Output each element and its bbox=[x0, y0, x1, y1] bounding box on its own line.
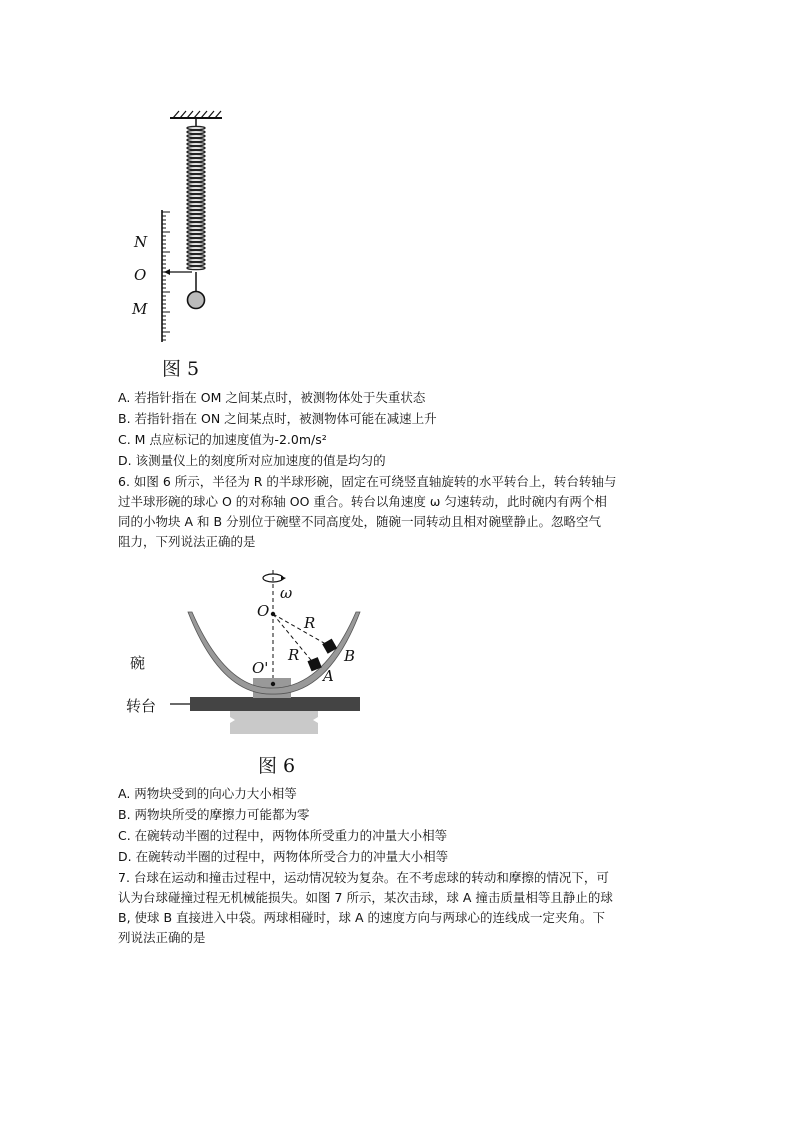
spring-coil bbox=[187, 126, 205, 129]
spring-coil bbox=[187, 214, 205, 217]
spring-coil bbox=[187, 146, 205, 149]
spring-coil bbox=[187, 218, 205, 221]
spring-coil bbox=[187, 182, 205, 185]
spring-coil bbox=[187, 262, 205, 265]
scale-label-m: M bbox=[132, 300, 148, 318]
q5-option-a: A. 若指针指在 OM 之间某点时，被测物体处于失重状态 bbox=[118, 390, 426, 405]
bowl-label: 碗 bbox=[130, 654, 146, 672]
figure-5-caption: 图 5 bbox=[162, 358, 200, 380]
spring-coil bbox=[187, 226, 205, 229]
spring-coil bbox=[187, 234, 205, 237]
spring-coil bbox=[187, 162, 205, 165]
scale-label-n: N bbox=[134, 233, 148, 251]
question-7-line: 列说法正确的是 bbox=[118, 930, 206, 945]
q6-option-b: B. 两物块所受的摩擦力可能都为零 bbox=[118, 807, 310, 822]
question-6-line: 6. 如图 6 所示，半径为 R 的半球形碗，固定在可绕竖直轴旋转的水平转台上，转台转轴与 bbox=[118, 474, 617, 489]
question-7-stem bbox=[118, 868, 678, 948]
spring-coil bbox=[187, 254, 205, 257]
spring-coil bbox=[187, 250, 205, 253]
block-b-label: B bbox=[344, 647, 356, 665]
question-7-line: 认为台球碰撞过程无机械能损失。如图 7 所示，某次击球，球 A 撞击质量相等且静止的球 bbox=[118, 890, 613, 905]
spring-coil bbox=[187, 186, 205, 189]
question-6-line: 过半球形碗的球心 O 的对称轴 OO 重合。转台以角速度 ω 匀速转动，此时碗内有两个相 bbox=[118, 494, 607, 509]
q6-option-c: C. 在碗转动半圈的过程中，两物体所受重力的冲量大小相等 bbox=[118, 828, 448, 843]
block-a-label: A bbox=[323, 667, 334, 685]
scale-label-o: O bbox=[134, 266, 147, 284]
spring-coil bbox=[187, 258, 205, 261]
spring-coil bbox=[187, 174, 205, 177]
spring-coil bbox=[187, 178, 205, 181]
spring-coil bbox=[187, 206, 205, 209]
question-6-line: 阻力，下列说法正确的是 bbox=[118, 534, 256, 549]
q6-option-d: D. 在碗转动半圈的过程中，两物体所受合力的冲量大小相等 bbox=[118, 849, 449, 864]
spring-coil bbox=[187, 138, 205, 141]
q5-option-d: D. 该测量仪上的刻度所对应加速度的值是均匀的 bbox=[118, 453, 386, 468]
omega-label: ω bbox=[280, 584, 293, 602]
spring-coil bbox=[187, 266, 205, 269]
spring-coil bbox=[187, 134, 205, 137]
spring-coil bbox=[187, 222, 205, 225]
spring-coil bbox=[187, 158, 205, 161]
q6-option-a: A. 两物块受到的向心力大小相等 bbox=[118, 786, 297, 801]
radius-label-1: R bbox=[304, 614, 316, 632]
spring-coil bbox=[187, 242, 205, 245]
question-6-stem bbox=[118, 472, 678, 552]
spring-coil bbox=[187, 190, 205, 193]
q5-option-c: C. M 点应标记的加速度值为-2.0m/s² bbox=[118, 432, 327, 447]
spring-coil bbox=[187, 150, 205, 153]
spring-coil bbox=[187, 194, 205, 197]
figure-5 bbox=[118, 104, 228, 384]
turntable-label: 转台 bbox=[126, 697, 157, 715]
spring-coil bbox=[187, 230, 205, 233]
spring-coil bbox=[187, 154, 205, 157]
center-o-label: O bbox=[257, 602, 270, 620]
question-7-line: 7. 台球在运动和撞击过程中，运动情况较为复杂。在不考虑球的转动和摩擦的情况下，可 bbox=[118, 870, 609, 885]
bowl-turntable-diagram bbox=[118, 562, 368, 747]
question-6-line: 同的小物块 A 和 B 分别位于碗壁不同高度处，随碗一同转动且相对碗壁静止。忽略空气 bbox=[118, 514, 602, 529]
spring-coil bbox=[187, 170, 205, 173]
figure-6-caption: 图 6 bbox=[258, 755, 296, 777]
spring-coil bbox=[187, 142, 205, 145]
figure-6 bbox=[118, 562, 368, 782]
spring-coil bbox=[187, 130, 205, 133]
spring-coil bbox=[187, 210, 205, 213]
spring-coil bbox=[187, 202, 205, 205]
spring-coil bbox=[187, 238, 205, 241]
spring-coil bbox=[187, 198, 205, 201]
center-o-prime-label: O' bbox=[252, 659, 269, 677]
q5-option-b: B. 若指针指在 ON 之间某点时，被测物体可能在减速上升 bbox=[118, 411, 437, 426]
spring-coil bbox=[187, 166, 205, 169]
radius-label-2: R bbox=[288, 646, 300, 664]
question-7-line: B, 使球 B 直接进入中袋。两球相碰时，球 A 的速度方向与两球心的连线成一定夹角。下 bbox=[118, 910, 606, 925]
spring-coil bbox=[187, 246, 205, 249]
